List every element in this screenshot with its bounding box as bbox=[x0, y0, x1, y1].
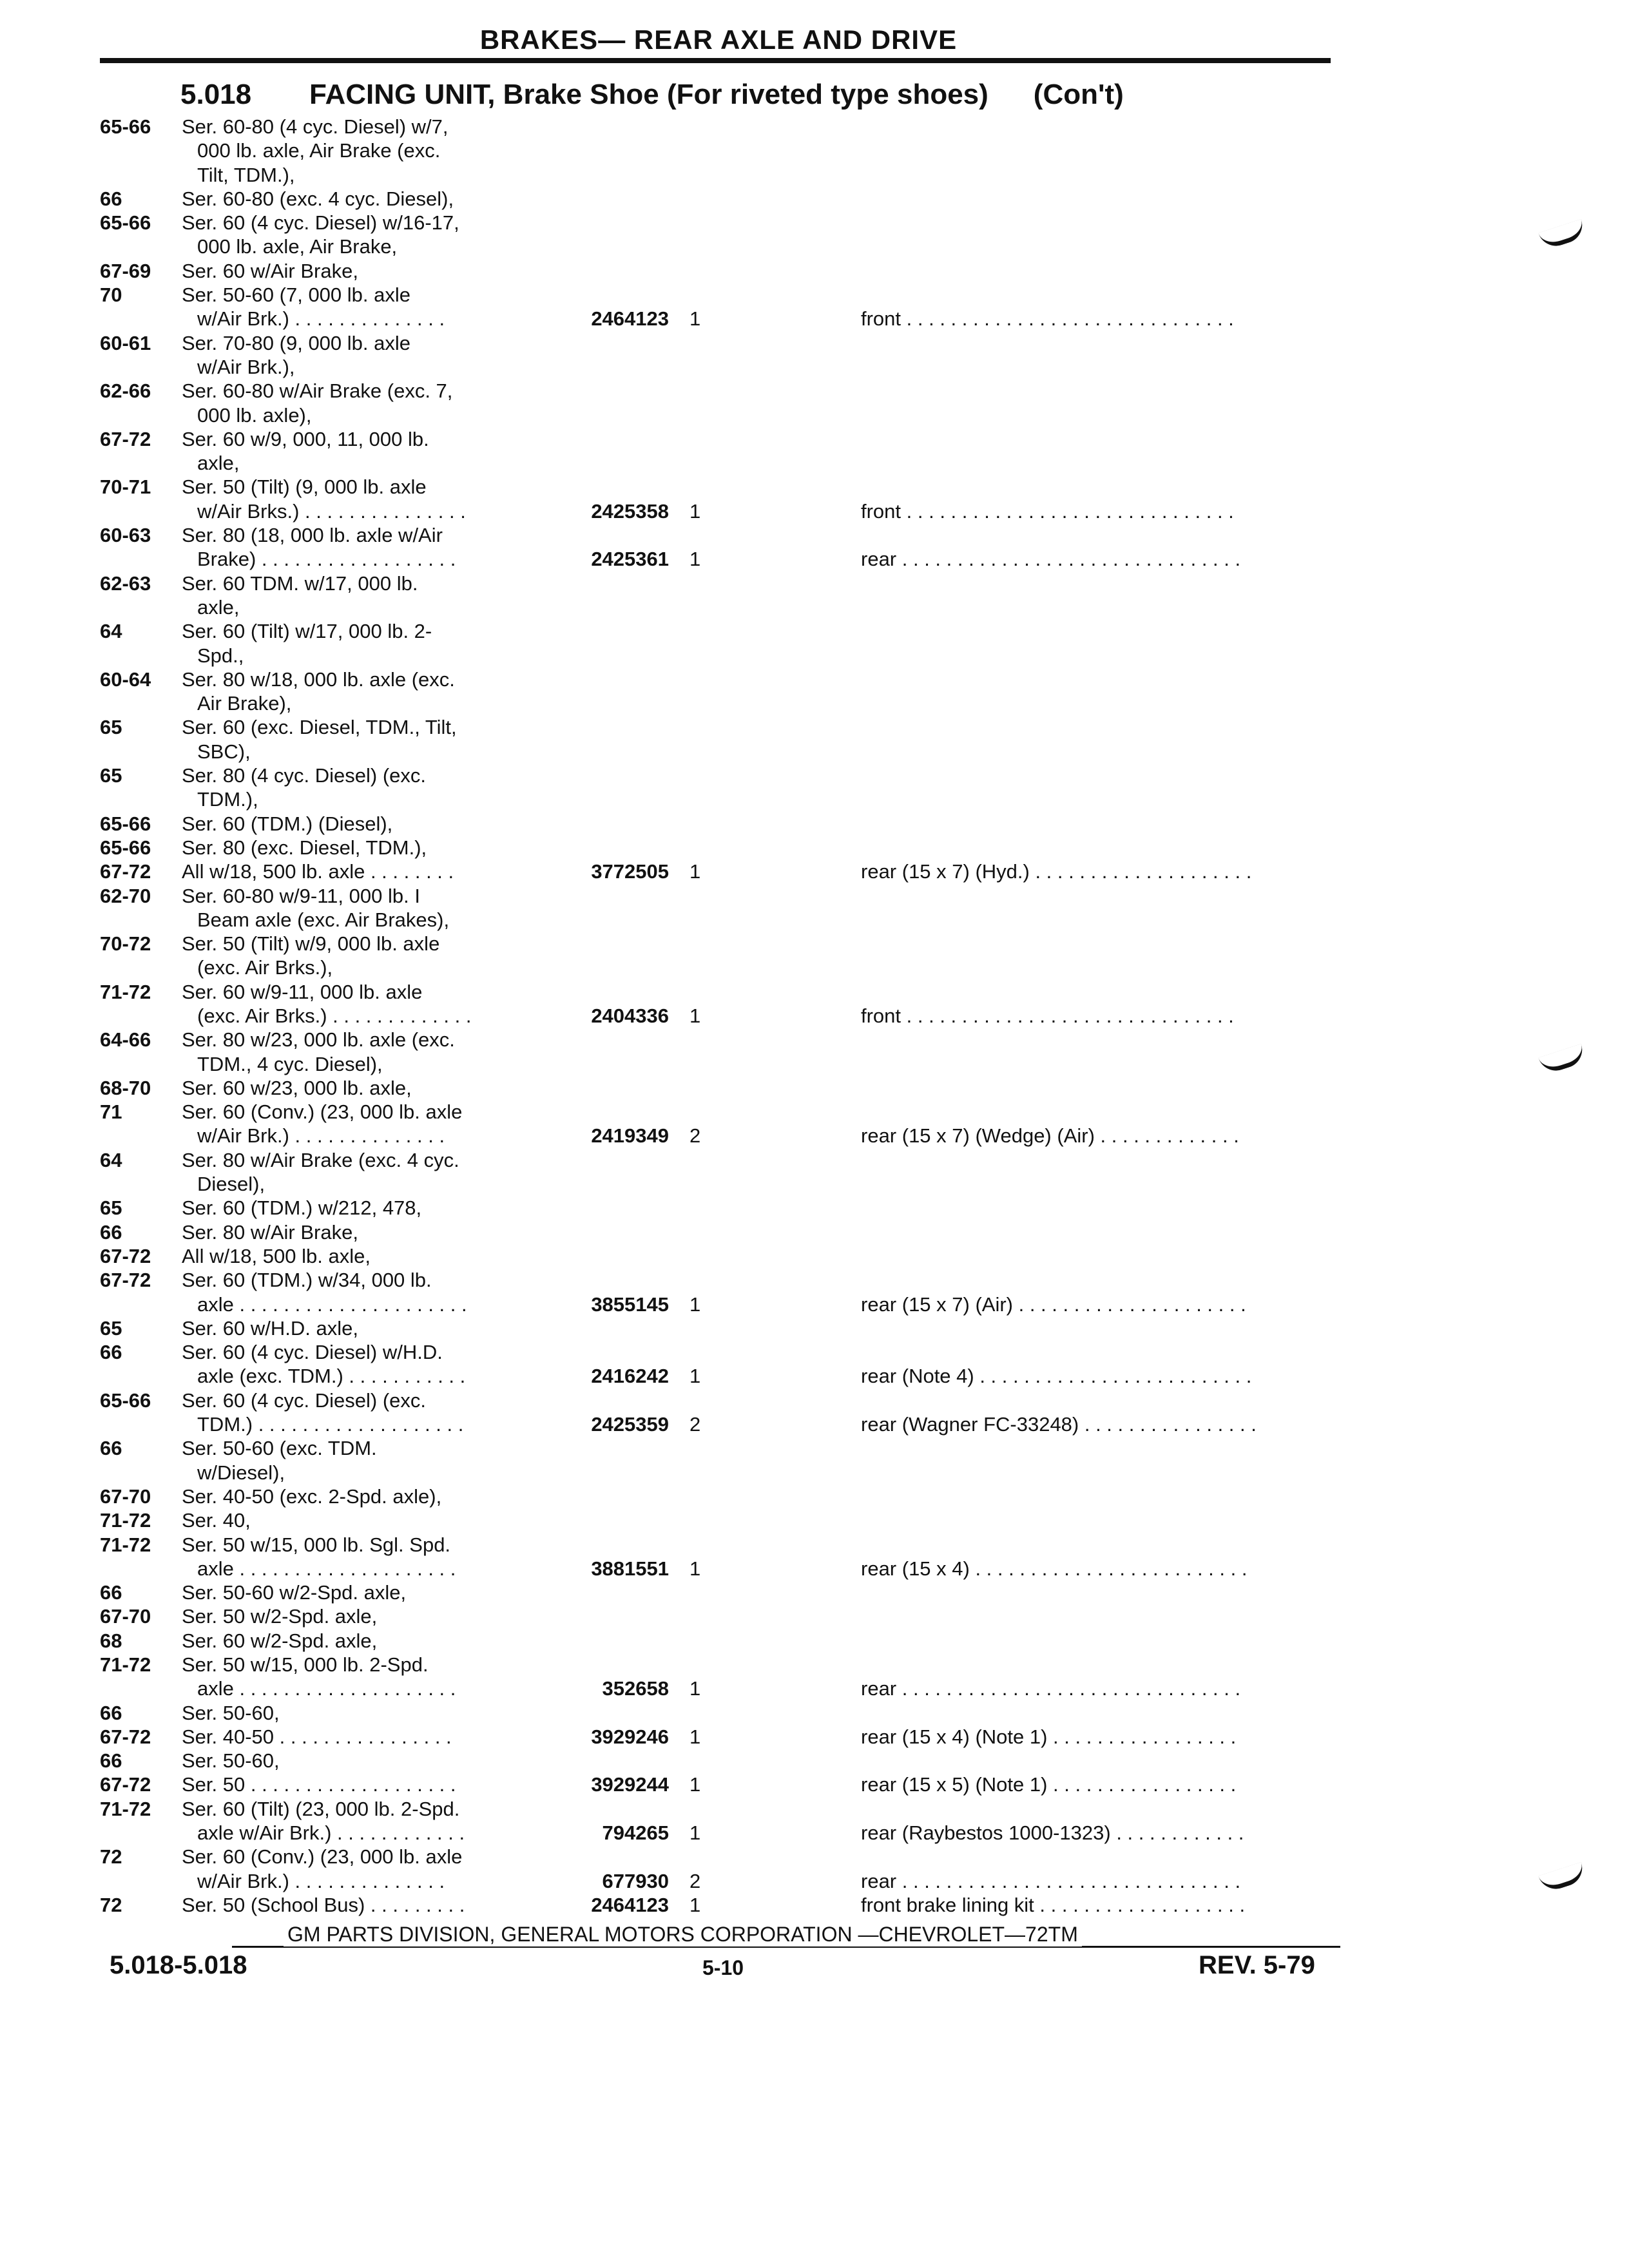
description: w/Air Brk.) . . . . . . . . . . . . . . bbox=[197, 1124, 445, 1148]
part-number: 2425361 bbox=[591, 548, 669, 571]
part-number: 2425358 bbox=[591, 499, 669, 523]
table-row bbox=[0, 1653, 1629, 1677]
model-year: 70 bbox=[100, 284, 122, 307]
quantity: 1 bbox=[689, 307, 701, 331]
table-row bbox=[0, 283, 1629, 307]
section-heading: FACING UNIT, Brake Shoe (For riveted type shoes) bbox=[309, 79, 988, 110]
table-row bbox=[0, 1220, 1629, 1244]
quantity: 1 bbox=[689, 1821, 701, 1845]
model-year: 65-66 bbox=[100, 211, 151, 235]
quantity: 2 bbox=[689, 1869, 701, 1892]
position-note: rear . . . . . . . . . . . . . . . . . . . . . . . . . . . . . . . bbox=[861, 548, 1241, 571]
table-row bbox=[0, 740, 1629, 764]
model-year: 67-72 bbox=[100, 1244, 151, 1267]
description: Ser. 80 w/Air Brake (exc. 4 cyc. bbox=[182, 1148, 459, 1171]
table-row bbox=[0, 331, 1629, 355]
model-year: 64-66 bbox=[100, 1028, 151, 1052]
table-row bbox=[0, 1340, 1629, 1364]
description: axle w/Air Brk.) . . . . . . . . . . . . bbox=[197, 1821, 465, 1845]
position-note: rear (Wagner FC-33248) . . . . . . . . . . . . . . . . bbox=[861, 1413, 1257, 1436]
table-row bbox=[0, 1893, 1629, 1917]
description: Air Brake), bbox=[197, 692, 292, 715]
quantity: 1 bbox=[689, 1677, 701, 1700]
table-row bbox=[0, 595, 1629, 619]
table-row bbox=[0, 1557, 1629, 1581]
table-row bbox=[0, 668, 1629, 691]
model-year: 67-70 bbox=[100, 1605, 151, 1628]
part-number: 352658 bbox=[602, 1677, 669, 1700]
description: w/Air Brk.) . . . . . . . . . . . . . . bbox=[197, 1869, 445, 1892]
table-row bbox=[0, 1293, 1629, 1316]
model-year: 67-72 bbox=[100, 1269, 151, 1292]
table-row bbox=[0, 1749, 1629, 1773]
model-year: 67-72 bbox=[100, 427, 151, 450]
model-year: 66 bbox=[100, 1220, 122, 1244]
model-year: 67-72 bbox=[100, 860, 151, 883]
model-year: 66 bbox=[100, 1749, 122, 1773]
section-range: 5.018-5.018 bbox=[110, 1951, 247, 1979]
model-year: 67-69 bbox=[100, 259, 151, 282]
table-row bbox=[0, 1436, 1629, 1460]
description: Ser. 50 (Tilt) w/9, 000 lb. axle bbox=[182, 932, 440, 956]
description: w/Air Brks.) . . . . . . . . . . . . . . . bbox=[197, 499, 466, 523]
part-number: 2425359 bbox=[591, 1413, 669, 1436]
table-row bbox=[0, 836, 1629, 860]
description: TDM.), bbox=[197, 788, 258, 811]
model-year: 65-66 bbox=[100, 1389, 151, 1412]
part-number: 3929244 bbox=[591, 1773, 669, 1796]
model-year: 66 bbox=[100, 1437, 122, 1460]
table-row bbox=[0, 1581, 1629, 1604]
description: Ser. 80 (exc. Diesel, TDM.), bbox=[182, 836, 427, 859]
model-year: 66 bbox=[100, 1701, 122, 1724]
table-row bbox=[0, 1148, 1629, 1172]
model-year: 65-66 bbox=[100, 115, 151, 138]
table-row bbox=[0, 1196, 1629, 1220]
position-note: rear (Note 4) . . . . . . . . . . . . . . . . . . . . . . . . . bbox=[861, 1365, 1252, 1388]
table-row bbox=[0, 1773, 1629, 1796]
model-year: 65 bbox=[100, 1196, 122, 1220]
model-year: 67-72 bbox=[100, 1773, 151, 1796]
description: axle . . . . . . . . . . . . . . . . . . . . . bbox=[197, 1293, 467, 1316]
table-row bbox=[0, 1629, 1629, 1653]
description: 000 lb. axle), bbox=[197, 403, 312, 427]
part-number: 2419349 bbox=[591, 1124, 669, 1148]
table-row bbox=[0, 1604, 1629, 1628]
model-year: 64 bbox=[100, 620, 122, 643]
model-year: 68 bbox=[100, 1629, 122, 1652]
part-number: 677930 bbox=[602, 1869, 669, 1892]
description: Ser. 50 w/2-Spd. axle, bbox=[182, 1605, 378, 1628]
model-year: 64 bbox=[100, 1148, 122, 1171]
table-row bbox=[0, 572, 1629, 595]
model-year: 68-70 bbox=[100, 1076, 151, 1099]
table-row bbox=[0, 1485, 1629, 1508]
position-note: front brake lining kit . . . . . . . . . . . . . . . . . . . bbox=[861, 1893, 1246, 1916]
description: Ser. 60 (4 cyc. Diesel) w/16-17, bbox=[182, 211, 459, 235]
table-row bbox=[0, 691, 1629, 715]
table-row bbox=[0, 1389, 1629, 1412]
quantity: 1 bbox=[689, 1725, 701, 1748]
quantity: 1 bbox=[689, 1365, 701, 1388]
table-row bbox=[0, 1004, 1629, 1028]
description: Ser. 60 (TDM.) (Diesel), bbox=[182, 812, 393, 835]
model-year: 60-63 bbox=[100, 524, 151, 547]
description: Ser. 60 (Conv.) (23, 000 lb. axle bbox=[182, 1100, 463, 1124]
table-row bbox=[0, 139, 1629, 162]
description: 000 lb. axle, Air Brake, bbox=[197, 235, 398, 258]
table-row bbox=[0, 860, 1629, 883]
table-row bbox=[0, 547, 1629, 571]
section-continued: (Con't) bbox=[1033, 79, 1124, 110]
model-year: 65-66 bbox=[100, 836, 151, 859]
table-row bbox=[0, 956, 1629, 979]
description: Ser. 60 (TDM.) w/34, 000 lb. bbox=[182, 1269, 432, 1292]
description: SBC), bbox=[197, 740, 251, 763]
description: Ser. 50 (School Bus) . . . . . . . . . bbox=[182, 1893, 465, 1916]
table-row bbox=[0, 187, 1629, 211]
model-year: 65 bbox=[100, 764, 122, 787]
table-row bbox=[0, 1244, 1629, 1268]
model-year: 62-63 bbox=[100, 572, 151, 595]
table-row bbox=[0, 1364, 1629, 1388]
position-note: front . . . . . . . . . . . . . . . . . . . . . . . . . . . . . . bbox=[861, 1004, 1234, 1027]
description: Beam axle (exc. Air Brakes), bbox=[197, 908, 450, 931]
description: Ser. 50-60 (7, 000 lb. axle bbox=[182, 284, 411, 307]
model-year: 60-61 bbox=[100, 331, 151, 354]
table-row bbox=[0, 619, 1629, 643]
description: Ser. 60 (Conv.) (23, 000 lb. axle bbox=[182, 1845, 463, 1869]
position-note: rear . . . . . . . . . . . . . . . . . . . . . . . . . . . . . . . bbox=[861, 1869, 1241, 1892]
description: Ser. 70-80 (9, 000 lb. axle bbox=[182, 331, 411, 354]
section-number: 5.018 bbox=[180, 79, 252, 110]
description: Ser. 50 . . . . . . . . . . . . . . . . . . . bbox=[182, 1773, 456, 1796]
quantity: 1 bbox=[689, 1773, 701, 1796]
description: Ser. 40-50 . . . . . . . . . . . . . . . . bbox=[182, 1725, 452, 1748]
description: Diesel), bbox=[197, 1173, 265, 1196]
table-row bbox=[0, 1797, 1629, 1821]
description: Ser. 60 w/H.D. axle, bbox=[182, 1316, 358, 1340]
page-header: BRAKES— REAR AXLE AND DRIVE bbox=[479, 24, 958, 55]
table-row bbox=[0, 1412, 1629, 1436]
description: Tilt, TDM.), bbox=[197, 163, 295, 186]
table-row bbox=[0, 1508, 1629, 1532]
model-year: 72 bbox=[100, 1845, 122, 1869]
description: Ser. 50-60 (exc. TDM. bbox=[182, 1437, 377, 1460]
description: 000 lb. axle, Air Brake (exc. bbox=[197, 139, 441, 162]
description: Ser. 60 (exc. Diesel, TDM., Tilt, bbox=[182, 716, 457, 739]
description: Ser. 60 (4 cyc. Diesel) (exc. bbox=[182, 1389, 427, 1412]
table-row bbox=[0, 259, 1629, 283]
model-year: 71-72 bbox=[100, 1533, 151, 1556]
table-row bbox=[0, 1268, 1629, 1292]
description: Ser. 60 (Tilt) w/17, 000 lb. 2- bbox=[182, 620, 432, 643]
position-note: rear (15 x 7) (Hyd.) . . . . . . . . . . . . . . . . . . . . bbox=[861, 860, 1252, 883]
description: Brake) . . . . . . . . . . . . . . . . . . bbox=[197, 548, 456, 571]
description: Ser. 60-80 (exc. 4 cyc. Diesel), bbox=[182, 187, 454, 210]
table-row bbox=[0, 211, 1629, 235]
description: Spd., bbox=[197, 644, 244, 667]
table-row bbox=[0, 163, 1629, 187]
table-row bbox=[0, 355, 1629, 379]
table-row bbox=[0, 1677, 1629, 1700]
description: Ser. 50-60, bbox=[182, 1701, 280, 1724]
table-row bbox=[0, 1821, 1629, 1845]
model-year: 71 bbox=[100, 1100, 122, 1124]
model-year: 65-66 bbox=[100, 812, 151, 835]
table-row bbox=[0, 1316, 1629, 1340]
description: Ser. 60 (TDM.) w/212, 478, bbox=[182, 1196, 422, 1220]
quantity: 1 bbox=[689, 499, 701, 523]
description: axle, bbox=[197, 595, 240, 619]
table-row bbox=[0, 235, 1629, 258]
table-row bbox=[0, 908, 1629, 932]
description: Ser. 60 (Tilt) (23, 000 lb. 2-Spd. bbox=[182, 1797, 460, 1820]
position-note: rear (15 x 5) (Note 1) . . . . . . . . . . . . . . . . . bbox=[861, 1773, 1237, 1796]
position-note: rear (Raybestos 1000-1323) . . . . . . . . . . . . bbox=[861, 1821, 1244, 1845]
model-year: 66 bbox=[100, 1581, 122, 1604]
description: Ser. 60 w/2-Spd. axle, bbox=[182, 1629, 378, 1652]
table-row bbox=[0, 1052, 1629, 1076]
description: axle, bbox=[197, 452, 240, 475]
quantity: 1 bbox=[689, 1004, 701, 1027]
description: Ser. 60 w/9-11, 000 lb. axle bbox=[182, 980, 423, 1003]
description: Ser. 40-50 (exc. 2-Spd. axle), bbox=[182, 1485, 442, 1508]
part-number: 2404336 bbox=[591, 1004, 669, 1027]
description: (exc. Air Brks.), bbox=[197, 956, 333, 979]
model-year: 66 bbox=[100, 187, 122, 210]
description: (exc. Air Brks.) . . . . . . . . . . . . . bbox=[197, 1004, 472, 1027]
description: Ser. 50-60, bbox=[182, 1749, 280, 1773]
table-row bbox=[0, 884, 1629, 908]
description: Ser. 60-80 w/Air Brake (exc. 7, bbox=[182, 380, 453, 403]
part-number: 3855145 bbox=[591, 1293, 669, 1316]
model-year: 60-64 bbox=[100, 668, 151, 691]
model-year: 71-72 bbox=[100, 1509, 151, 1532]
description: Ser. 80 (18, 000 lb. axle w/Air bbox=[182, 524, 443, 547]
model-year: 70-72 bbox=[100, 932, 151, 956]
description: Ser. 60 (4 cyc. Diesel) w/H.D. bbox=[182, 1341, 443, 1364]
table-row bbox=[0, 1076, 1629, 1100]
footer-text: GM PARTS DIVISION, GENERAL MOTORS CORPORATION —CHEVROLET—72TM bbox=[284, 1923, 1082, 1946]
table-row bbox=[0, 787, 1629, 811]
model-year: 71-72 bbox=[100, 980, 151, 1003]
model-year: 62-66 bbox=[100, 380, 151, 403]
description: Ser. 60 w/Air Brake, bbox=[182, 259, 358, 282]
position-note: rear (15 x 4) . . . . . . . . . . . . . . . . . . . . . . . . . bbox=[861, 1557, 1248, 1580]
table-row bbox=[0, 1461, 1629, 1485]
revision-label: REV. 5-79 bbox=[1199, 1951, 1315, 1979]
description: w/Air Brk.), bbox=[197, 355, 295, 378]
table-row bbox=[0, 715, 1629, 739]
description: TDM., 4 cyc. Diesel), bbox=[197, 1052, 383, 1075]
position-note: rear (15 x 7) (Wedge) (Air) . . . . . . . . . . . . . bbox=[861, 1124, 1239, 1148]
quantity: 1 bbox=[689, 860, 701, 883]
table-row bbox=[0, 307, 1629, 331]
model-year: 71-72 bbox=[100, 1797, 151, 1820]
quantity: 2 bbox=[689, 1413, 701, 1436]
description: Ser. 80 (4 cyc. Diesel) (exc. bbox=[182, 764, 427, 787]
model-year: 67-70 bbox=[100, 1485, 151, 1508]
description: w/Diesel), bbox=[197, 1461, 285, 1484]
part-number: 2416242 bbox=[591, 1365, 669, 1388]
table-row bbox=[0, 523, 1629, 547]
position-note: rear (15 x 7) (Air) . . . . . . . . . . . . . . . . . . . . . bbox=[861, 1293, 1246, 1316]
table-row bbox=[0, 980, 1629, 1004]
page-number: 5-10 bbox=[702, 1956, 744, 1979]
description: Ser. 50 w/15, 000 lb. 2-Spd. bbox=[182, 1653, 429, 1676]
table-row bbox=[0, 1100, 1629, 1124]
table-row bbox=[0, 499, 1629, 523]
model-year: 65 bbox=[100, 1316, 122, 1340]
description: Ser. 50-60 w/2-Spd. axle, bbox=[182, 1581, 407, 1604]
table-row bbox=[0, 475, 1629, 499]
model-year: 65 bbox=[100, 716, 122, 739]
table-row bbox=[0, 115, 1629, 139]
description: axle . . . . . . . . . . . . . . . . . . . . bbox=[197, 1557, 456, 1580]
description: axle . . . . . . . . . . . . . . . . . . . . bbox=[197, 1677, 456, 1700]
position-note: front . . . . . . . . . . . . . . . . . . . . . . . . . . . . . . bbox=[861, 499, 1234, 523]
model-year: 62-70 bbox=[100, 884, 151, 907]
quantity: 1 bbox=[689, 1893, 701, 1916]
description: axle (exc. TDM.) . . . . . . . . . . . bbox=[197, 1365, 466, 1388]
part-number: 2464123 bbox=[591, 1893, 669, 1916]
model-year: 71-72 bbox=[100, 1653, 151, 1676]
table-row bbox=[0, 451, 1629, 475]
header-rule bbox=[100, 58, 1331, 63]
table-row bbox=[0, 764, 1629, 787]
description: Ser. 60-80 (4 cyc. Diesel) w/7, bbox=[182, 115, 448, 138]
part-number: 794265 bbox=[602, 1821, 669, 1845]
model-year: 66 bbox=[100, 1341, 122, 1364]
part-number: 3881551 bbox=[591, 1557, 669, 1580]
description: w/Air Brk.) . . . . . . . . . . . . . . bbox=[197, 307, 445, 331]
description: TDM.) . . . . . . . . . . . . . . . . . . . bbox=[197, 1413, 464, 1436]
position-note: front . . . . . . . . . . . . . . . . . . . . . . . . . . . . . . bbox=[861, 307, 1234, 331]
description: Ser. 80 w/Air Brake, bbox=[182, 1220, 358, 1244]
description: Ser. 50 (Tilt) (9, 000 lb. axle bbox=[182, 476, 427, 499]
table-row bbox=[0, 379, 1629, 403]
description: Ser. 80 w/23, 000 lb. axle (exc. bbox=[182, 1028, 455, 1052]
quantity: 1 bbox=[689, 548, 701, 571]
part-number: 3772505 bbox=[591, 860, 669, 883]
model-year: 72 bbox=[100, 1893, 122, 1916]
table-row bbox=[0, 644, 1629, 668]
part-number: 3929246 bbox=[591, 1725, 669, 1748]
description: Ser. 60 w/23, 000 lb. axle, bbox=[182, 1076, 412, 1099]
table-row bbox=[0, 932, 1629, 956]
table-row bbox=[0, 1845, 1629, 1869]
parts-table bbox=[0, 115, 1629, 1917]
description: Ser. 80 w/18, 000 lb. axle (exc. bbox=[182, 668, 455, 691]
table-row bbox=[0, 427, 1629, 451]
table-row bbox=[0, 1172, 1629, 1196]
description: Ser. 40, bbox=[182, 1509, 251, 1532]
quantity: 2 bbox=[689, 1124, 701, 1148]
table-row bbox=[0, 1533, 1629, 1557]
table-row bbox=[0, 1124, 1629, 1148]
table-row bbox=[0, 1028, 1629, 1052]
table-row bbox=[0, 1725, 1629, 1749]
table-row bbox=[0, 1869, 1629, 1893]
position-note: rear (15 x 4) (Note 1) . . . . . . . . . . . . . . . . . bbox=[861, 1725, 1237, 1748]
part-number: 2464123 bbox=[591, 307, 669, 331]
description: Ser. 50 w/15, 000 lb. Sgl. Spd. bbox=[182, 1533, 451, 1556]
description: All w/18, 500 lb. axle . . . . . . . . bbox=[182, 860, 454, 883]
model-year: 70-71 bbox=[100, 476, 151, 499]
quantity: 1 bbox=[689, 1293, 701, 1316]
description: Ser. 60 TDM. w/17, 000 lb. bbox=[182, 572, 418, 595]
quantity: 1 bbox=[689, 1557, 701, 1580]
model-year: 67-72 bbox=[100, 1725, 151, 1748]
table-row bbox=[0, 812, 1629, 836]
description: Ser. 60 w/9, 000, 11, 000 lb. bbox=[182, 427, 429, 450]
description: All w/18, 500 lb. axle, bbox=[182, 1244, 371, 1267]
table-row bbox=[0, 1701, 1629, 1725]
position-note: rear . . . . . . . . . . . . . . . . . . . . . . . . . . . . . . . bbox=[861, 1677, 1241, 1700]
table-row bbox=[0, 403, 1629, 427]
section-title bbox=[180, 79, 1124, 111]
description: Ser. 60-80 w/9-11, 000 lb. I bbox=[182, 884, 420, 907]
